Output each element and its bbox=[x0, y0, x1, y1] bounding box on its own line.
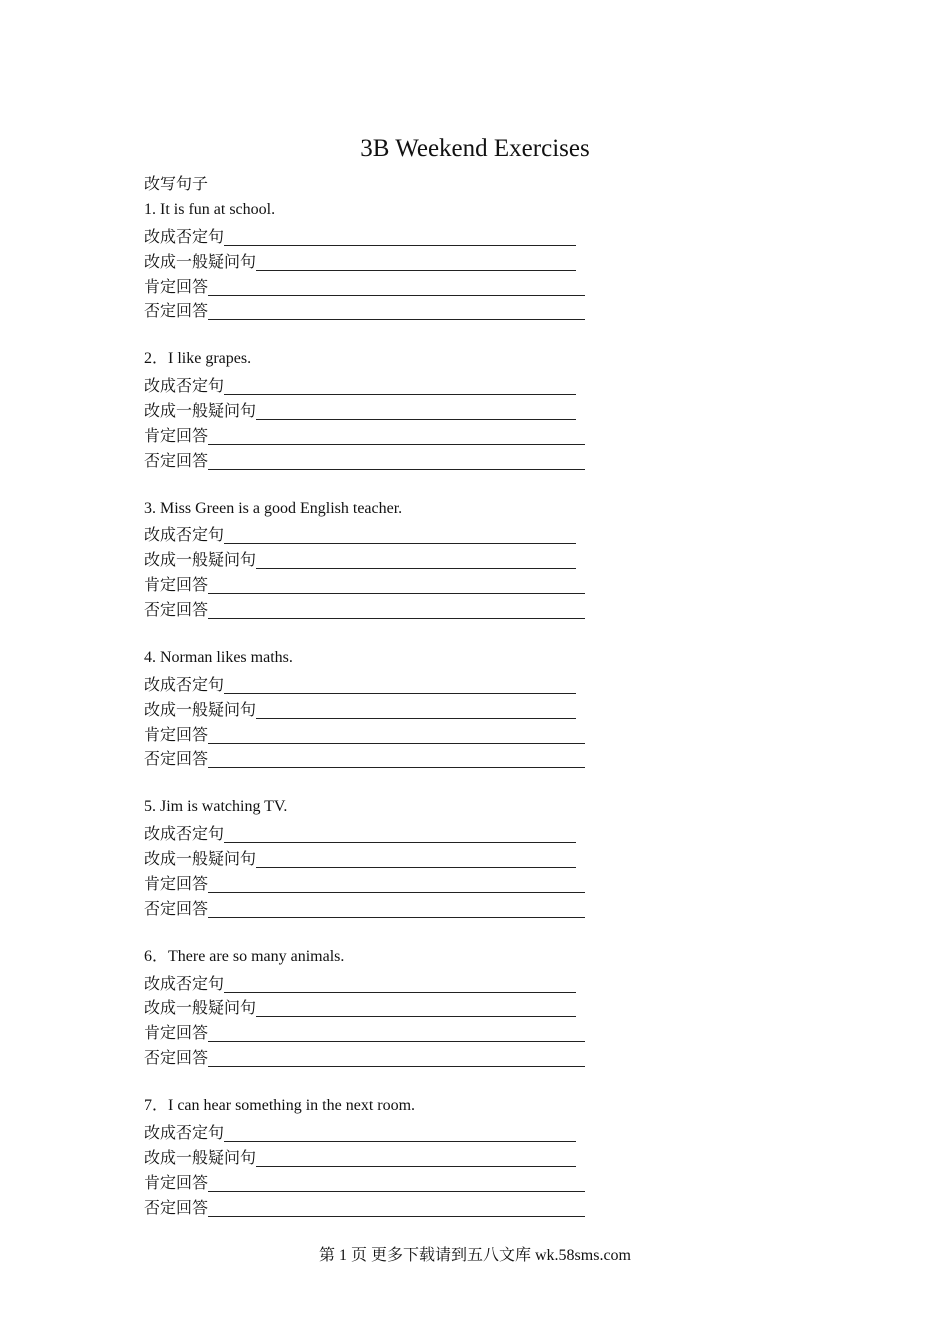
no-answer-label: 否定回答 bbox=[144, 303, 209, 321]
exercise-block bbox=[144, 347, 604, 496]
answer-blank[interactable] bbox=[208, 899, 585, 918]
question-label: 改成一般疑问句 bbox=[144, 403, 257, 421]
exercise-block bbox=[144, 945, 604, 1094]
page-footer: 第 1 页 更多下载请到五八文库 wk.58sms.com bbox=[318, 1247, 631, 1264]
exercise-content bbox=[144, 173, 604, 1218]
exercise-block bbox=[144, 646, 604, 795]
yes-answer-label: 肯定回答 bbox=[144, 875, 209, 893]
negative-label: 改成否定句 bbox=[144, 975, 225, 993]
no-answer-label: 否定回答 bbox=[144, 1199, 209, 1217]
answer-blank[interactable] bbox=[224, 824, 576, 843]
question-label: 改成一般疑问句 bbox=[144, 552, 257, 570]
yes-answer-label: 肯定回答 bbox=[144, 1025, 209, 1043]
negative-row bbox=[144, 970, 604, 995]
no-answer-row bbox=[144, 596, 604, 621]
page-title: 3B Weekend Exercises bbox=[360, 135, 590, 162]
question-label: 改成一般疑问句 bbox=[144, 1000, 257, 1018]
question-row bbox=[144, 1144, 604, 1169]
question-row bbox=[144, 397, 604, 422]
question-label: 改成一般疑问句 bbox=[144, 701, 257, 719]
negative-row bbox=[144, 671, 604, 696]
answer-blank[interactable] bbox=[208, 874, 585, 893]
yes-answer-label: 肯定回答 bbox=[144, 726, 209, 744]
question-sentence: 2．I like grapes. bbox=[144, 350, 252, 368]
spacer bbox=[144, 322, 604, 347]
spacer bbox=[144, 920, 604, 945]
no-answer-row bbox=[144, 895, 604, 920]
yes-answer-label: 肯定回答 bbox=[144, 1174, 209, 1192]
answer-blank[interactable] bbox=[208, 1173, 585, 1192]
answer-blank[interactable] bbox=[208, 426, 585, 445]
negative-label: 改成否定句 bbox=[144, 826, 225, 844]
answer-blank[interactable] bbox=[208, 725, 585, 744]
negative-label: 改成否定句 bbox=[144, 1124, 225, 1142]
yes-answer-label: 肯定回答 bbox=[144, 278, 209, 296]
spacer bbox=[144, 1069, 604, 1094]
question-sentence: 3. Miss Green is a good English teacher. bbox=[144, 499, 403, 517]
yes-answer-label: 肯定回答 bbox=[144, 577, 209, 595]
question-row bbox=[144, 845, 604, 870]
no-answer-row bbox=[144, 1044, 604, 1069]
negative-row bbox=[144, 820, 604, 845]
no-answer-label: 否定回答 bbox=[144, 900, 209, 918]
negative-label: 改成否定句 bbox=[144, 676, 225, 694]
no-answer-label: 否定回答 bbox=[144, 602, 209, 620]
yes-answer-row bbox=[144, 422, 604, 447]
question-label: 改成一般疑问句 bbox=[144, 253, 257, 271]
spacer bbox=[144, 770, 604, 795]
yes-answer-row bbox=[144, 273, 604, 298]
exercise-block bbox=[144, 795, 604, 944]
negative-row bbox=[144, 372, 604, 397]
answer-blank[interactable] bbox=[208, 1198, 585, 1217]
answer-blank[interactable] bbox=[256, 401, 576, 420]
yes-answer-label: 肯定回答 bbox=[144, 427, 209, 445]
answer-blank[interactable] bbox=[208, 1048, 585, 1067]
answer-blank[interactable] bbox=[224, 376, 576, 395]
negative-row bbox=[144, 1119, 604, 1144]
answer-blank[interactable] bbox=[256, 252, 576, 271]
negative-row bbox=[144, 521, 604, 546]
no-answer-row bbox=[144, 745, 604, 770]
negative-label: 改成否定句 bbox=[144, 228, 225, 246]
answer-blank[interactable] bbox=[256, 998, 576, 1017]
answer-blank[interactable] bbox=[256, 1148, 576, 1167]
answer-blank[interactable] bbox=[208, 301, 585, 320]
question-row bbox=[144, 696, 604, 721]
question-label: 改成一般疑问句 bbox=[144, 851, 257, 869]
question-sentence: 4. Norman likes maths. bbox=[144, 648, 293, 666]
yes-answer-row bbox=[144, 721, 604, 746]
yes-answer-row bbox=[144, 571, 604, 596]
answer-blank[interactable] bbox=[208, 1023, 585, 1042]
yes-answer-row bbox=[144, 1169, 604, 1194]
negative-row bbox=[144, 223, 604, 248]
negative-label: 改成否定句 bbox=[144, 527, 225, 545]
exercise-block bbox=[144, 198, 604, 347]
no-answer-label: 否定回答 bbox=[144, 452, 209, 470]
answer-blank[interactable] bbox=[208, 277, 585, 296]
answer-blank[interactable] bbox=[256, 550, 576, 569]
no-answer-row bbox=[144, 1194, 604, 1219]
question-row bbox=[144, 546, 604, 571]
answer-blank[interactable] bbox=[208, 451, 585, 470]
question-row bbox=[144, 248, 604, 273]
question-sentence: 1. It is fun at school. bbox=[144, 200, 276, 218]
answer-blank[interactable] bbox=[224, 525, 576, 544]
no-answer-row bbox=[144, 297, 604, 322]
no-answer-label: 否定回答 bbox=[144, 751, 209, 769]
yes-answer-row bbox=[144, 870, 604, 895]
answer-blank[interactable] bbox=[224, 227, 576, 246]
answer-blank[interactable] bbox=[208, 600, 585, 619]
exercise-block bbox=[144, 497, 604, 646]
question-sentence: 6．There are so many animals. bbox=[144, 947, 345, 965]
question-label: 改成一般疑问句 bbox=[144, 1149, 257, 1167]
yes-answer-row bbox=[144, 1019, 604, 1044]
question-row bbox=[144, 994, 604, 1019]
answer-blank[interactable] bbox=[208, 749, 585, 768]
exercise-block bbox=[144, 1094, 604, 1218]
answer-blank[interactable] bbox=[224, 675, 576, 694]
no-answer-row bbox=[144, 447, 604, 472]
answer-blank[interactable] bbox=[224, 974, 576, 993]
answer-blank[interactable] bbox=[208, 575, 585, 594]
answer-blank[interactable] bbox=[256, 849, 576, 868]
question-sentence: 7．I can hear something in the next room. bbox=[144, 1096, 416, 1114]
answer-blank[interactable] bbox=[256, 700, 576, 719]
negative-label: 改成否定句 bbox=[144, 378, 225, 396]
answer-blank[interactable] bbox=[224, 1123, 576, 1142]
question-sentence: 5. Jim is watching TV. bbox=[144, 798, 288, 816]
spacer bbox=[144, 621, 604, 646]
section-heading: 改写句子 bbox=[144, 176, 209, 193]
spacer bbox=[144, 472, 604, 497]
no-answer-label: 否定回答 bbox=[144, 1050, 209, 1068]
